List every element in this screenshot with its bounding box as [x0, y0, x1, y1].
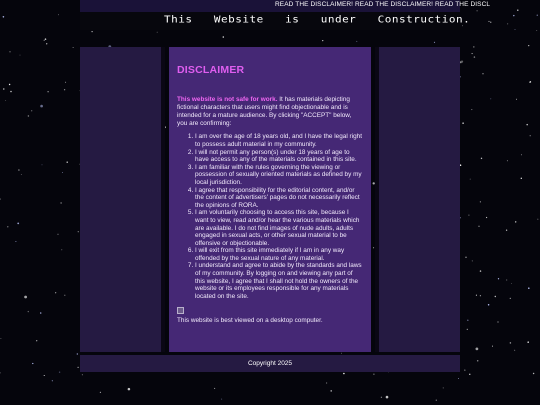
star — [20, 55, 21, 56]
star — [91, 31, 92, 32]
star — [343, 373, 345, 375]
copyright-text: Copyright 2025 — [247, 360, 293, 367]
star — [21, 174, 22, 175]
star — [434, 42, 435, 43]
best-viewed-note: This website is best viewed on a desktop computer. — [177, 317, 323, 325]
star — [28, 311, 29, 312]
confirmation-item: 4. I agree that responsibility for the editorial content, and/or the content of advertisers' pages do not necessarily reflect the opinions of RORA. — [195, 187, 363, 210]
star — [468, 214, 469, 215]
star — [7, 226, 8, 227]
star — [9, 84, 10, 85]
star — [478, 226, 479, 227]
site-title: This Website is under Construction. — [164, 13, 471, 26]
star — [492, 346, 493, 347]
nsfw-warning: This website is not safe for work. — [177, 96, 278, 103]
star — [537, 15, 538, 16]
confirmation-item: 6. I will exit from this site immediately if I am in any way offended by the sexual nature of any material. — [195, 247, 363, 262]
star — [443, 387, 444, 388]
star — [517, 10, 518, 11]
star — [498, 278, 499, 279]
star — [214, 388, 215, 389]
star — [373, 247, 374, 248]
star — [476, 10, 477, 11]
star — [521, 178, 522, 179]
confirmation-item: 2. I will not permit any person(s) under 18 years of age to have access to any of the materials contained in this site. — [195, 149, 363, 164]
star — [77, 353, 78, 354]
star — [477, 360, 479, 362]
star — [506, 230, 507, 231]
star — [516, 99, 517, 100]
star — [533, 373, 534, 374]
star — [458, 378, 459, 379]
star — [488, 304, 490, 306]
star — [326, 383, 327, 384]
star — [473, 46, 475, 48]
star — [530, 135, 531, 136]
star — [67, 162, 68, 163]
star — [480, 295, 481, 296]
star — [82, 374, 83, 375]
star — [32, 363, 33, 364]
intro-text: It has materials depicting fictional characters that users might find objectionable and is intended for a mature audience. By clicking "ACCEPT" below, you are confirming: — [177, 96, 352, 128]
star — [46, 43, 47, 44]
star — [497, 321, 498, 322]
star — [60, 202, 61, 203]
confirmation-item: 3. I am familiar with the rules governing the viewing or possession of sexually oriented materials as defined by my local jurisdiction. — [195, 164, 363, 187]
star — [472, 260, 473, 261]
right-sidebar — [375, 47, 460, 352]
star — [64, 89, 65, 90]
star — [513, 15, 514, 16]
header-bar — [80, 12, 471, 30]
star — [472, 53, 473, 54]
star — [490, 98, 491, 99]
star — [510, 298, 511, 299]
star — [465, 257, 466, 258]
star — [471, 109, 472, 110]
star — [100, 392, 101, 393]
star — [356, 41, 357, 42]
star — [467, 329, 468, 330]
confirmation-item: 5. I am voluntarily choosing to access this site, because I want to view, read and/or hear the various materials which are available. I do not find images of nude adults, adults engaged in sexual acts, or other sexual material to be offensive or objectionable. — [195, 209, 363, 247]
star — [42, 164, 43, 165]
star — [476, 295, 477, 296]
star — [3, 16, 5, 18]
star — [486, 217, 487, 218]
left-sidebar — [80, 47, 165, 352]
star — [507, 160, 508, 161]
star — [386, 396, 389, 399]
left-sidebar-edge — [161, 47, 165, 352]
star — [40, 105, 43, 108]
star — [157, 32, 158, 33]
star — [0, 198, 1, 199]
star — [381, 397, 382, 398]
star — [52, 380, 53, 381]
star — [527, 341, 529, 343]
star — [530, 81, 532, 83]
star — [528, 287, 530, 289]
star — [341, 353, 342, 354]
star — [44, 375, 45, 376]
star — [65, 82, 66, 83]
star — [511, 283, 512, 284]
star — [77, 367, 78, 368]
star — [510, 342, 512, 344]
star — [481, 158, 482, 159]
disclaimer-intro — [177, 96, 363, 128]
star — [495, 296, 496, 297]
star — [490, 22, 491, 23]
star — [18, 169, 20, 171]
confirmation-list — [177, 133, 363, 300]
star — [61, 249, 62, 250]
star — [9, 51, 10, 52]
star — [31, 110, 32, 111]
star — [44, 40, 45, 41]
star — [474, 56, 475, 57]
star — [45, 38, 47, 40]
disclaimer-heading: DISCLAIMER — [177, 64, 245, 76]
star — [373, 374, 374, 375]
star — [464, 369, 466, 371]
star — [330, 390, 332, 392]
star — [482, 73, 483, 74]
star — [47, 91, 48, 92]
star — [10, 91, 12, 93]
star — [506, 279, 507, 280]
star — [24, 296, 27, 299]
star — [480, 270, 481, 271]
star — [462, 25, 463, 26]
star — [469, 374, 470, 375]
footer — [80, 355, 460, 372]
star — [436, 400, 437, 401]
star — [528, 45, 529, 46]
star — [488, 21, 489, 22]
star — [526, 124, 528, 126]
star — [470, 179, 471, 180]
star — [476, 348, 479, 351]
star — [221, 399, 222, 400]
star — [460, 62, 461, 63]
star — [58, 14, 59, 15]
star — [59, 372, 60, 373]
confirmation-item: 7. I understand and agree to abide by the standards and laws of my community. By logging on and viewing any part of this website, I agree that I shall not hold the owners of the website or its employees responsible for any materials located on the site. — [195, 262, 363, 300]
star — [322, 40, 323, 41]
star — [515, 29, 516, 30]
star — [28, 115, 29, 116]
star — [62, 172, 63, 173]
star — [40, 312, 42, 314]
disclaimer-panel — [169, 47, 371, 352]
star — [58, 234, 59, 235]
star — [480, 201, 481, 202]
star — [64, 295, 65, 296]
star — [507, 23, 508, 24]
star — [128, 388, 131, 391]
right-sidebar-edge — [375, 47, 379, 352]
star — [514, 350, 515, 351]
star — [36, 340, 37, 341]
star — [3, 88, 4, 89]
star — [17, 222, 19, 224]
star — [515, 221, 516, 222]
star — [78, 231, 79, 232]
star — [55, 292, 56, 293]
scrolling-marquee — [80, 0, 491, 12]
star — [467, 319, 469, 321]
star — [461, 60, 463, 62]
star — [73, 47, 74, 48]
star — [15, 241, 16, 242]
star — [537, 219, 538, 220]
star — [521, 154, 522, 155]
star — [5, 100, 6, 101]
star — [223, 36, 225, 38]
confirmation-item: 1. I am over the age of 18 years old, and I have the legal right to possess adult material in my community. — [195, 133, 363, 148]
broken-image-icon[interactable] — [177, 307, 184, 314]
star — [462, 122, 464, 124]
star — [0, 338, 1, 339]
marquee-text: READ THE DISCLAIMER! READ THE DISCLAIMER! READ THE DISCL — [275, 1, 491, 8]
star — [536, 30, 537, 31]
